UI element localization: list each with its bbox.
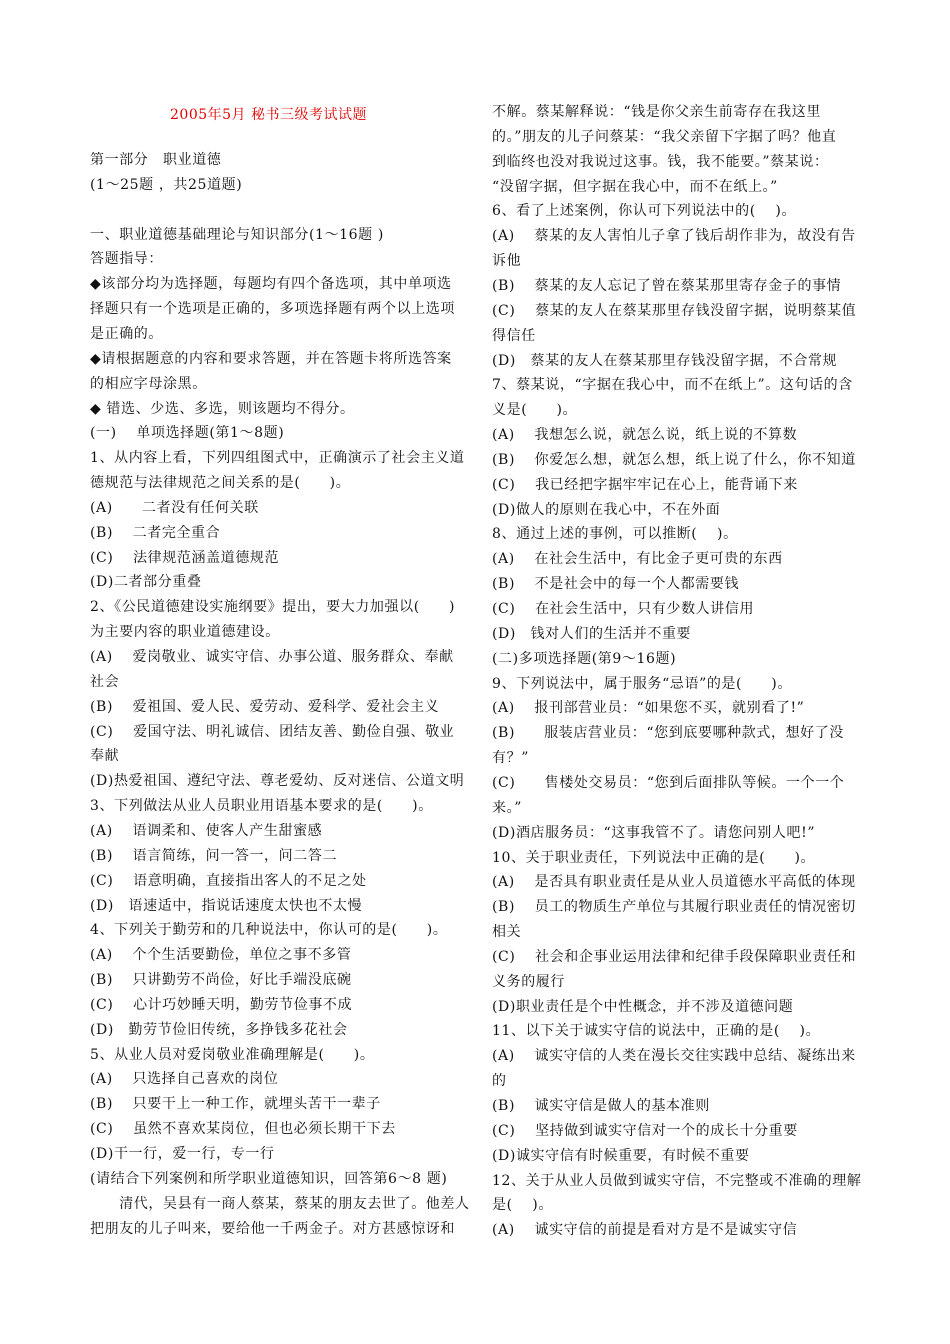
right-line: (D)职业责任是个中性概念，并不涉及道德问题 [492, 998, 794, 1015]
left-line: (一) 单项选择题(第1～8题) [90, 425, 285, 442]
right-line: (B) 服装店营业员：“您到底要哪种款式，想好了没 [492, 725, 844, 742]
left-line: ◆ 错选、少选、多选，则该题均不得分。 [90, 400, 355, 417]
left-line: (D)二者部分重叠 [90, 574, 202, 591]
right-line: (C) 蔡某的友人在蔡某那里存钱没留字据，说明蔡某值 [492, 302, 857, 319]
right-line: 相关 [492, 924, 522, 941]
left-line: (A) 只选择自己喜欢的岗位 [90, 1071, 279, 1088]
left-line: (请结合下列案例和所学职业道德知识，回答第6～8 题) [90, 1170, 448, 1187]
left-line: 的相应字母涂黑。 [90, 375, 207, 392]
left-line: (D)热爱祖国、遵纪守法、尊老爱幼、反对迷信、公道文明 [90, 773, 465, 790]
left-line: ◆请根据题意的内容和要求答题，并在答题卡将所选答案 [90, 350, 452, 367]
right-line: (C) 在社会生活中，只有少数人讲信用 [492, 601, 755, 617]
right-line: 义务的履行 [492, 973, 565, 990]
left-line: 一、职业道德基础理论与知识部分(1～16题 ) [90, 226, 384, 243]
right-line: 9、下列说法中，属于服务“忌语”的是( )。 [492, 675, 792, 692]
left-line: 2、《公民道德建设实施纲要》提出，要大力加强以( ) [90, 599, 456, 616]
left-line: (C) 心计巧妙睡天明，勤劳节俭事不成 [90, 996, 353, 1013]
left-line: (A) 二者没有任何关联 [90, 499, 259, 516]
left-line: 3、下列做法从业人员职业用语基本要求的是( )。 [90, 798, 433, 815]
right-line: 有？” [492, 750, 529, 767]
left-line: 社会 [90, 673, 120, 690]
left-line: (D) 语速适中，指说话速度太快也不太慢 [90, 897, 363, 914]
right-line: (A) 诚实守信的人类在漫长交往实践中总结、凝练出来 [492, 1048, 856, 1065]
right-line: (B) 员工的物质生产单位与其履行职业责任的情况密切 [492, 899, 856, 916]
left-line: (A) 个个生活要勤俭，单位之事不多管 [90, 947, 352, 964]
left-line: 4、下列关于勤劳和的几种说法中，你认可的是( )。 [90, 922, 448, 939]
left-line: ◆该部分均为选择题，每题均有四个备选项，其中单项选 [90, 276, 452, 293]
left-line: (B) 只要干上一种工作，就埋头苦干一辈子 [90, 1096, 381, 1113]
right-line: (B) 你爱怎么想，就怎么想，纸上说了什么，你不知道 [492, 451, 856, 468]
left-line: 把朋友的儿子叫来，要给他一千两金子。对方甚感惊讶和 [90, 1220, 455, 1237]
right-line: “没留字据，但字据在我心中，而不在纸上。” [492, 178, 778, 195]
right-line: (A) 是否具有职业责任是从业人员道德水平高低的体现 [492, 874, 856, 891]
right-line: 11、以下关于诚实守信的说法中，正确的是( )。 [492, 1023, 821, 1040]
right-line: 12、关于从业人员做到诚实守信，不完整或不准确的理解 [492, 1172, 862, 1189]
right-line: 来。” [492, 799, 522, 816]
left-line [90, 200, 470, 220]
left-line: 答题指导： [90, 251, 163, 268]
right-line: (B) 蔡某的友人忘记了曾在蔡某那里寄存金子的事情 [492, 277, 842, 294]
left-line: (D)干一行，爱一行，专一行 [90, 1146, 275, 1162]
right-line: 到临终也没对我说过这事。钱，我不能要。”蔡某说： [492, 153, 829, 170]
left-line: (C) 法律规范涵盖道德规范 [90, 549, 280, 566]
left-line: (D) 勤劳节俭旧传统，多挣钱多花社会 [90, 1021, 348, 1038]
right-line: 得信任 [492, 327, 536, 344]
left-line: 德规范与法律规范之间关系的是( )。 [90, 475, 351, 492]
left-line: (A) 语调柔和、使客人产生甜蜜感 [90, 822, 323, 839]
left-line: (B) 语言简练，问一答一，问二答二 [90, 847, 338, 864]
left-line: (C) 语意明确，直接指出客人的不足之处 [90, 872, 367, 889]
right-line: 是( )。 [492, 1197, 553, 1214]
left-line: 择题只有一个选项是正确的，多项选择题有两个以上选项 [90, 301, 455, 318]
right-line: (A) 蔡某的友人害怕儿子拿了钱后胡作非为，故没有告 [492, 228, 856, 245]
left-line: 5、从业人员对爱岗敬业准确理解是( )。 [90, 1046, 375, 1063]
right-line: 不解。蔡某解释说：“钱是你父亲生前寄存在我这里 [492, 104, 821, 120]
right-line: (C) 社会和企事业运用法律和纪律手段保障职业责任和 [492, 948, 857, 965]
right-line: (二)多项选择题(第9～16题) [492, 650, 677, 667]
right-line: (D)做人的原则在我心中，不在外面 [492, 501, 721, 518]
left-line: 清代，吴县有一商人蔡某，蔡某的朋友去世了。他差人 [90, 1195, 470, 1212]
left-line: (C) 爱国守法、明礼诚信、团结友善、勤俭自强、敬业 [90, 723, 455, 740]
right-line: (A) 诚实守信的前提是看对方是不是诚实守信 [492, 1222, 798, 1239]
right-line: 的。”朋友的儿子问蔡某：“我父亲留下字据了吗？他直 [492, 128, 837, 145]
right-line: (A) 我想怎么说，就怎么说，纸上说的不算数 [492, 427, 798, 444]
left-line: (A) 爱岗敬业、诚实守信、办事公道、服务群众、奉献 [90, 649, 454, 665]
right-line: (C) 售楼处交易员：“您到后面排队等候。一个一个 [492, 774, 845, 791]
right-line: 6、看了上述案例，你认可下列说法中的( )。 [492, 203, 797, 220]
right-line: 7、蔡某说，“字据在我心中，而不在纸上”。这句话的含 [492, 377, 853, 394]
right-line: 的 [492, 1073, 507, 1090]
right-line: 8、通过上述的事例，可以推断( )。 [492, 526, 738, 543]
right-line: 诉他 [492, 253, 522, 270]
left-line: (B) 只讲勤劳不尚俭，好比手端没底碗 [90, 972, 352, 989]
left-line: 1、从内容上看，下列四组图式中，正确演示了社会主义道 [90, 450, 465, 467]
right-line: (D)诚实守信有时候重要，有时候不重要 [492, 1147, 750, 1164]
right-line: (A) 报刊部营业员：“如果您不买，就别看了!” [492, 700, 805, 717]
left-line: (C) 虽然不喜欢某岗位，但也必须长期干下去 [90, 1121, 396, 1138]
right-line: (A) 在社会生活中，有比金子更可贵的东西 [492, 551, 783, 568]
left-line: (B) 二者完全重合 [90, 524, 221, 541]
right-line: (D) 钱对人们的生活并不重要 [492, 625, 692, 642]
left-line: 是正确的。 [90, 325, 163, 342]
left-line: 奉献 [90, 748, 120, 765]
right-line: 义是( )。 [492, 402, 578, 419]
right-line: 10、关于职业责任，下列说法中正确的是( )。 [492, 849, 816, 866]
right-line: (D)酒店服务员：“这事我管不了。请您问别人吧!” [492, 824, 816, 841]
page-title: 2005年5月 秘书三级考试试题 [170, 107, 367, 123]
right-line: (C) 我已经把字据牢牢记在心上，能背诵下来 [492, 476, 798, 493]
right-line: (D) 蔡某的友人在蔡某那里存钱没留字据，不合常规 [492, 352, 838, 369]
left-line: (B) 爱祖国、爱人民、爱劳动、爱科学、爱社会主义 [90, 698, 440, 715]
left-line: 为主要内容的职业道德建设。 [90, 624, 280, 641]
right-line: (C) 坚持做到诚实守信对一个的成长十分重要 [492, 1122, 798, 1139]
left-line: 第一部分 职业道德 [90, 152, 222, 168]
right-line: (B) 不是社会中的每一个人都需要钱 [492, 576, 740, 593]
right-line: (B) 诚实守信是做人的基本准则 [492, 1098, 710, 1114]
left-line: (1～25题 ，共25道题) [90, 176, 243, 193]
